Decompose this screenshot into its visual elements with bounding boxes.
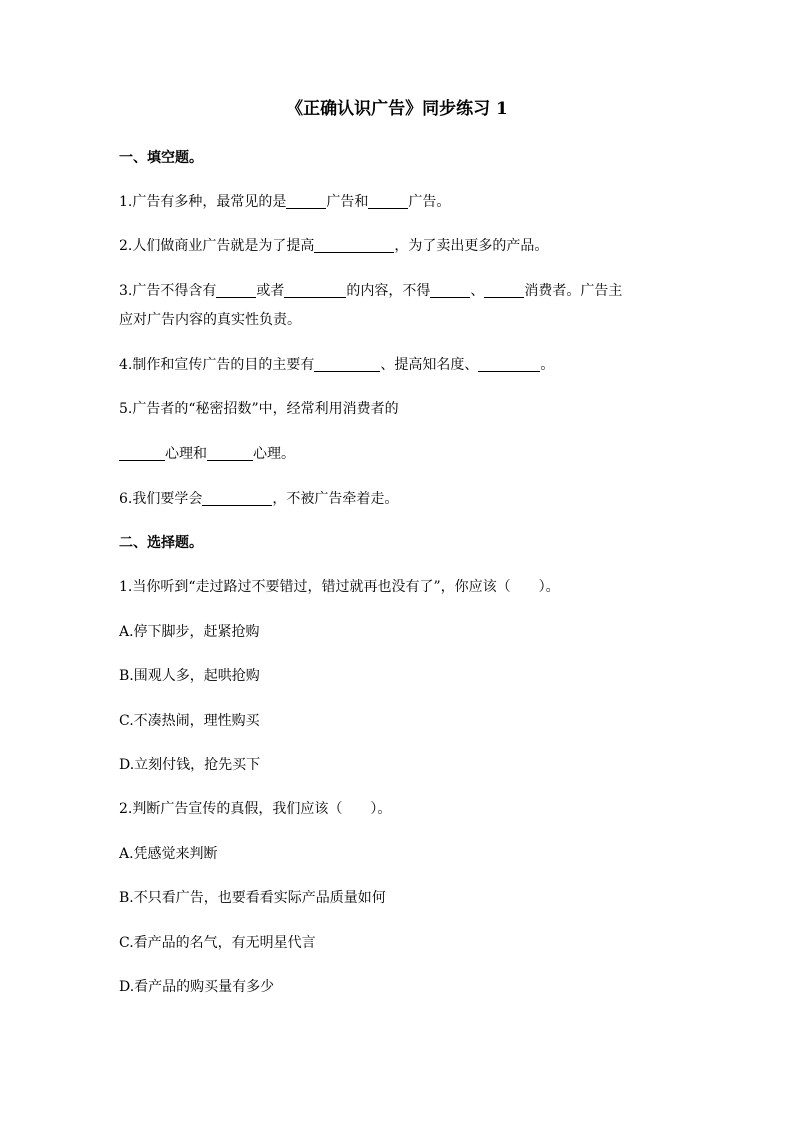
fill-question-3 — [119, 279, 622, 303]
question-text: 6.我们要学会 — [119, 491, 203, 507]
question-text: 、 — [470, 283, 485, 299]
answer-blank[interactable] — [478, 355, 540, 372]
answer-blank[interactable] — [286, 192, 326, 209]
choice-question-2-stem: 2.判断广告宣传的真假，我们应该（ ）。 — [119, 801, 392, 817]
answer-blank[interactable] — [202, 489, 272, 506]
question-text: 广告和 — [326, 194, 369, 210]
fill-question-6 — [119, 487, 398, 511]
section-heading-fill-blank: 一、填空题。 — [119, 150, 203, 166]
question-text: 心理。 — [253, 446, 295, 462]
answer-blank[interactable] — [484, 281, 524, 298]
answer-blank[interactable] — [430, 281, 470, 298]
answer-blank[interactable] — [216, 281, 256, 298]
fill-question-3-continued: 应对广告内容的真实性负责。 — [119, 312, 301, 328]
choice-option[interactable]: C.看产品的名气，有无明星代言 — [119, 935, 316, 951]
choice-option[interactable]: A.停下脚步，赶紧抢购 — [119, 624, 260, 640]
choice-option[interactable]: D.立刻付钱，抢先买下 — [119, 757, 261, 773]
question-text: 或者 — [256, 283, 285, 299]
fill-question-1 — [119, 190, 450, 214]
answer-blank[interactable] — [368, 192, 408, 209]
choice-option[interactable]: B.围观人多，起哄抢购 — [119, 668, 260, 684]
question-text: 1.广告有多种，最常见的是 — [119, 194, 287, 210]
answer-blank[interactable] — [207, 444, 253, 461]
choice-option[interactable]: A.凭感觉来判断 — [119, 846, 218, 862]
question-text: 2.人们做商业广告就是为了提高 — [119, 238, 315, 254]
choice-option[interactable]: C.不凑热闹，理性购买 — [119, 713, 260, 729]
question-text: 消费者。广告主 — [524, 283, 623, 299]
question-text: 、提高知名度、 — [380, 357, 479, 373]
answer-blank[interactable] — [119, 444, 165, 461]
fill-question-5: 5.广告者的“秘密招数”中，经常利用消费者的 — [119, 401, 399, 417]
question-text: 3.广告不得含有 — [119, 283, 217, 299]
question-text: 的内容，不得 — [346, 283, 431, 299]
choice-option[interactable]: B.不只看广告，也要看看实际产品质量如何 — [119, 890, 386, 906]
question-text: 广告。 — [408, 194, 451, 210]
choice-question-1-stem: 1.当你听到“走过路过不要错过，错过就再也没有了”，你应该（ ）。 — [119, 579, 560, 595]
question-text: ，为了卖出更多的产品。 — [394, 238, 549, 254]
question-text: 心理和 — [165, 446, 207, 462]
question-text: 4.制作和宣传广告的目的主要有 — [119, 357, 315, 373]
question-text: 。 — [540, 357, 555, 373]
question-text: ，不被广告牵着走。 — [272, 491, 399, 507]
answer-blank[interactable] — [284, 281, 346, 298]
fill-question-5-continued — [119, 442, 295, 466]
section-heading-multiple-choice: 二、选择题。 — [119, 535, 203, 551]
fill-question-2 — [119, 234, 548, 258]
answer-blank[interactable] — [314, 355, 380, 372]
page-title: 《正确认识广告》同步练习 1 — [286, 99, 508, 119]
choice-option[interactable]: D.看产品的购买量有多少 — [119, 979, 275, 995]
answer-blank[interactable] — [314, 236, 394, 253]
fill-question-4 — [119, 353, 554, 377]
